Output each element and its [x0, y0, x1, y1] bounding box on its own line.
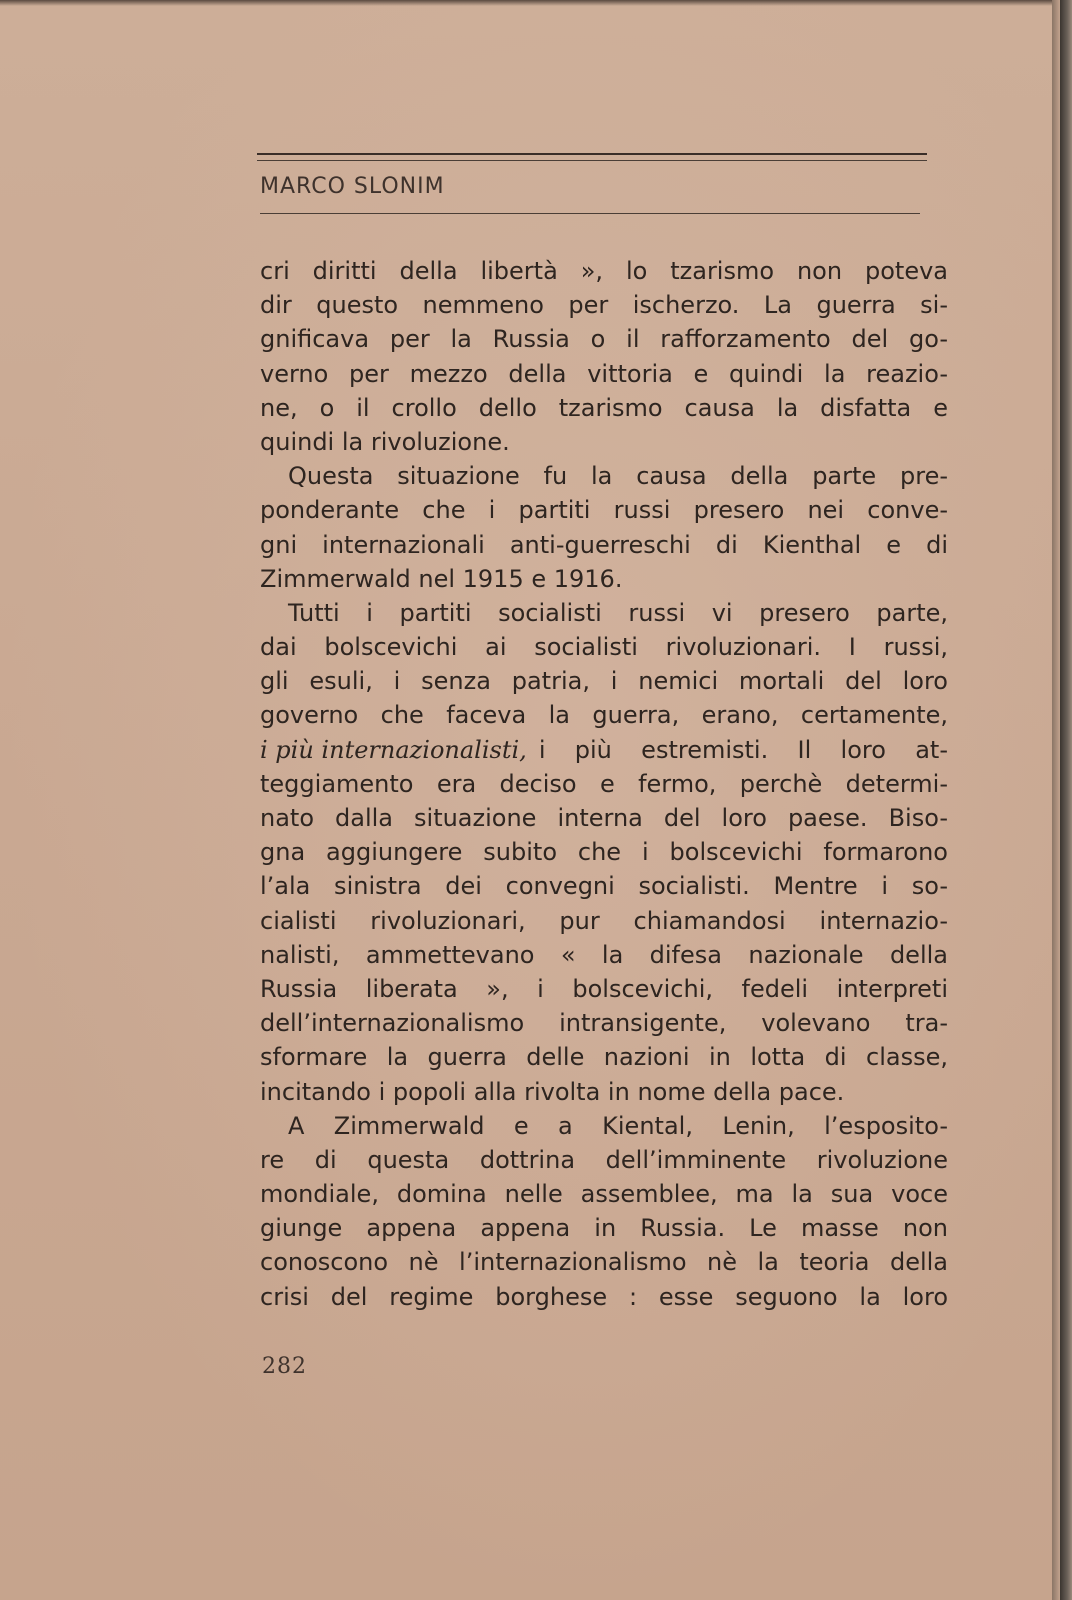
- text-line: cialisti rivoluzionari, pur chiamandosi internazio-: [260, 906, 948, 935]
- text-line: Zimmerwald nel 1915 e 1916.: [260, 564, 623, 593]
- page-top-edge: [0, 0, 1060, 6]
- text-line: A Zimmerwald e a Kiental, Lenin, l’esposito-: [288, 1111, 948, 1140]
- text-line: crisi del regime borghese : esse seguono la loro: [260, 1282, 948, 1311]
- header-rule-thin: [257, 160, 927, 161]
- text-line: conoscono nè l’internazionalismo nè la teoria della: [260, 1248, 948, 1277]
- page-number: 282: [262, 1354, 307, 1379]
- text-line: gni internazionali anti-guerreschi di Kienthal e di: [260, 530, 948, 559]
- text-line: gna aggiungere subito che i bolscevichi formarono: [260, 838, 948, 867]
- text-line: dai bolscevichi ai socialisti rivoluzionari. I russi,: [260, 633, 948, 662]
- text-line: re di questa dottrina dell’imminente rivoluzione: [260, 1145, 948, 1174]
- text-line: quindi la rivoluzione.: [260, 427, 510, 456]
- text-line: verno per mezzo della vittoria e quindi la reazio-: [260, 359, 948, 388]
- text-line: cri diritti della libertà », lo tzarismo non poteva: [260, 257, 948, 285]
- text-line: Russia liberata », i bolscevichi, fedeli interpreti: [260, 974, 948, 1003]
- text-line: mondiale, domina nelle assemblee, ma la sua voce: [260, 1180, 948, 1209]
- italic-phrase: i più internazionalisti,: [260, 735, 527, 764]
- header-rule-thick: [257, 153, 927, 155]
- text-line: sformare la guerra delle nazioni in lotta di classe,: [260, 1043, 948, 1072]
- text-line-rest: i più estremisti. Il loro at-: [538, 735, 948, 764]
- text-line: gli esuli, i senza patria, i nemici mortali del loro: [260, 667, 948, 696]
- text-line: nalisti, ammettevano « la difesa nazionale della: [260, 940, 948, 969]
- book-spine: [1060, 0, 1072, 1600]
- text-line: governo che faceva la guerra, erano, certamente,: [260, 701, 948, 730]
- text-line: ne, o il crollo dello tzarismo causa la disfatta e: [260, 393, 948, 422]
- text-line: incitando i popoli alla rivolta in nome della pace.: [260, 1077, 845, 1106]
- running-head: MARCO SLONIM: [260, 174, 445, 199]
- text-line: dell’internazionalismo intransigente, volevano tra-: [260, 1009, 948, 1038]
- text-line: l’ala sinistra dei convegni socialisti. Mentre i so-: [260, 872, 948, 901]
- text-line: ponderante che i partiti russi presero nei conve-: [260, 496, 948, 525]
- text-line: Questa situazione fu la causa della parte pre-: [288, 462, 948, 491]
- text-line-mixed: [260, 733, 948, 767]
- body-text: [260, 254, 950, 1314]
- text-line: gnificava per la Russia o il rafforzamento del go-: [260, 325, 948, 354]
- text-line: giunge appena appena in Russia. Le masse non: [260, 1214, 948, 1243]
- text-line: dir questo nemmeno per ischerzo. La guerra si-: [260, 291, 948, 320]
- text-line: nato dalla situazione interna del loro paese. Biso-: [260, 804, 948, 832]
- header-rule-bottom: [260, 213, 920, 214]
- text-line: teggiamento era deciso e fermo, perchè determi-: [260, 769, 948, 798]
- text-line: Tutti i partiti socialisti russi vi presero parte,: [288, 598, 948, 627]
